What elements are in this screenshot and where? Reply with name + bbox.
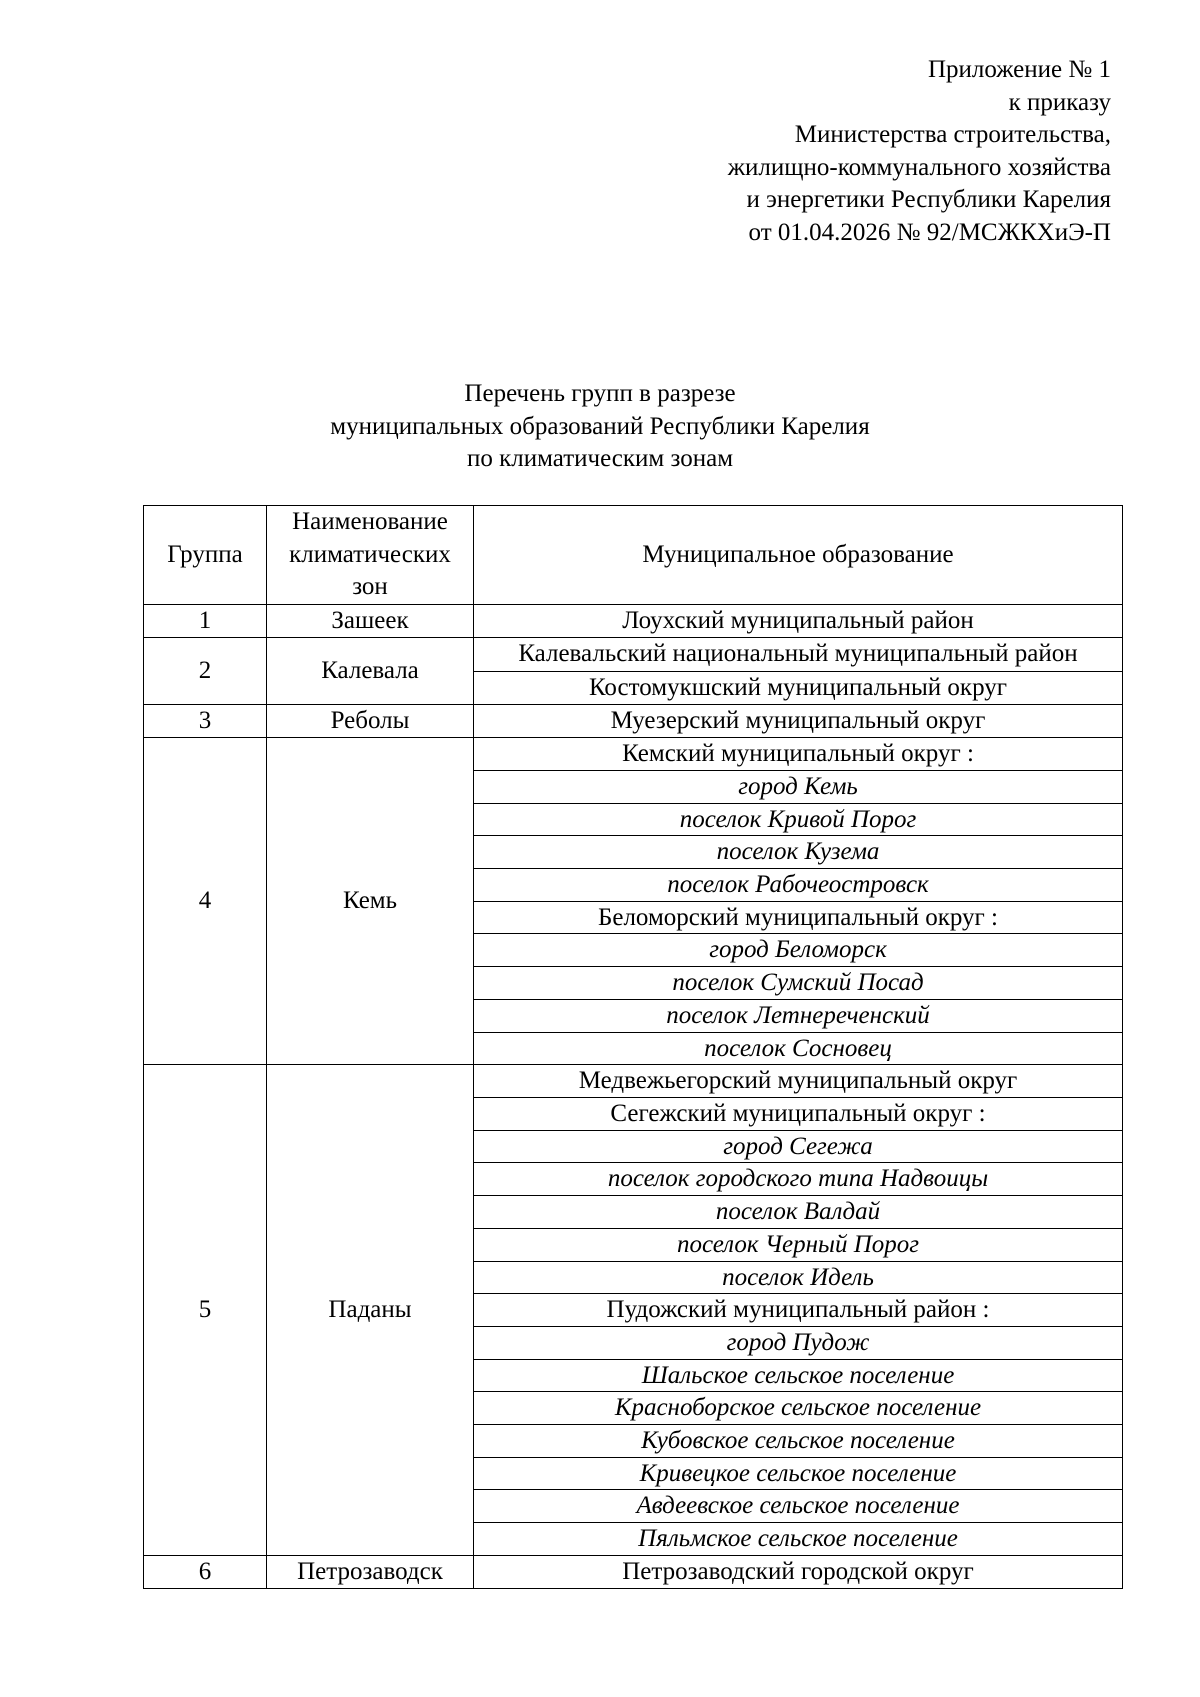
table-row: [144, 1065, 1123, 1098]
appendix-line: жилищно-коммунального хозяйства: [727, 153, 1111, 181]
appendix-block: [728, 54, 1111, 250]
municipality-cell: Костомукшский муниципальный округ: [474, 671, 1123, 704]
municipality-cell: Медвежьегорский муниципальный округ: [474, 1065, 1123, 1098]
climate-zone-cell: Петрозаводск: [267, 1555, 474, 1589]
group-number-cell: 6: [144, 1555, 267, 1589]
table-body: [144, 604, 1123, 1589]
appendix-line: Приложение № 1: [927, 56, 1111, 83]
title-line: Перечень групп в разрезе: [464, 380, 736, 407]
climate-zones-table: [143, 505, 1123, 1589]
settlement-cell: город Сегежа: [474, 1130, 1123, 1163]
settlement-cell: поселок Валдай: [474, 1196, 1123, 1229]
climate-zone-cell: Калевала: [267, 638, 474, 704]
group-number-cell: 1: [144, 604, 267, 638]
settlement-cell: поселок Сумский Посад: [474, 967, 1123, 1000]
header-zone: Наименование климатических зон: [267, 506, 474, 605]
settlement-cell: Кривецкое сельское поселение: [474, 1457, 1123, 1490]
settlement-cell: Кубовское сельское поселение: [474, 1425, 1123, 1458]
settlement-cell: город Пудож: [474, 1326, 1123, 1359]
table-row: [144, 638, 1123, 672]
settlement-cell: город Кемь: [474, 770, 1123, 803]
settlement-cell: поселок городского типа Надвоицы: [474, 1163, 1123, 1196]
table-header-row: [144, 506, 1123, 605]
table-row: [144, 704, 1123, 738]
settlement-cell: Пяльмское сельское поселение: [474, 1523, 1123, 1556]
document-title: [0, 378, 1200, 476]
climate-zone-cell: Зашеек: [267, 604, 474, 638]
settlement-cell: Авдеевское сельское поселение: [474, 1490, 1123, 1523]
settlement-cell: поселок Черный Порог: [474, 1228, 1123, 1261]
climate-zone-cell: Реболы: [267, 704, 474, 738]
group-number-cell: 4: [144, 738, 267, 1065]
municipality-cell: Сегежский муниципальный округ :: [474, 1098, 1123, 1131]
group-number-cell: 3: [144, 704, 267, 738]
municipality-cell: Муезерский муниципальный округ: [474, 704, 1123, 738]
settlement-cell: Шальское сельское поселение: [474, 1359, 1123, 1392]
settlement-cell: Красноборское сельское поселение: [474, 1392, 1123, 1425]
table-row: [144, 604, 1123, 638]
table-row: [144, 738, 1123, 771]
settlement-cell: поселок Летнереченский: [474, 999, 1123, 1032]
table-row: [144, 1555, 1123, 1589]
municipality-cell: Беломорский муниципальный округ :: [474, 901, 1123, 934]
settlement-cell: поселок Кривой Порог: [474, 803, 1123, 836]
settlement-cell: город Беломорск: [474, 934, 1123, 967]
group-number-cell: 5: [144, 1065, 267, 1556]
municipality-cell: Лоухский муниципальный район: [474, 604, 1123, 638]
appendix-line: Министерства строительства,: [794, 121, 1111, 149]
appendix-line: и энергетики Республики Карелия: [746, 186, 1111, 214]
settlement-cell: поселок Идель: [474, 1261, 1123, 1294]
appendix-line: от 01.04.2026 № 92/МСЖКХиЭ-П: [748, 218, 1111, 246]
header-municipality: Муниципальное образование: [474, 506, 1123, 605]
municipality-cell: Калевальский национальный муниципальный район: [474, 638, 1123, 672]
settlement-cell: поселок Сосновец: [474, 1032, 1123, 1065]
header-group: Группа: [144, 506, 267, 605]
municipality-cell: Пудожский муниципальный район :: [474, 1294, 1123, 1327]
group-number-cell: 2: [144, 638, 267, 704]
settlement-cell: поселок Рабочеостровск: [474, 869, 1123, 902]
title-line: муниципальных образований Республики Карелия: [330, 412, 870, 440]
municipality-cell: Кемский муниципальный округ :: [474, 738, 1123, 771]
municipality-cell: Петрозаводский городской округ: [474, 1555, 1123, 1589]
appendix-line: к приказу: [1008, 88, 1111, 116]
settlement-cell: поселок Кузема: [474, 836, 1123, 869]
climate-zone-cell: Кемь: [267, 738, 474, 1065]
title-line: по климатическим зонам: [466, 445, 734, 473]
climate-zone-cell: Паданы: [267, 1065, 474, 1556]
